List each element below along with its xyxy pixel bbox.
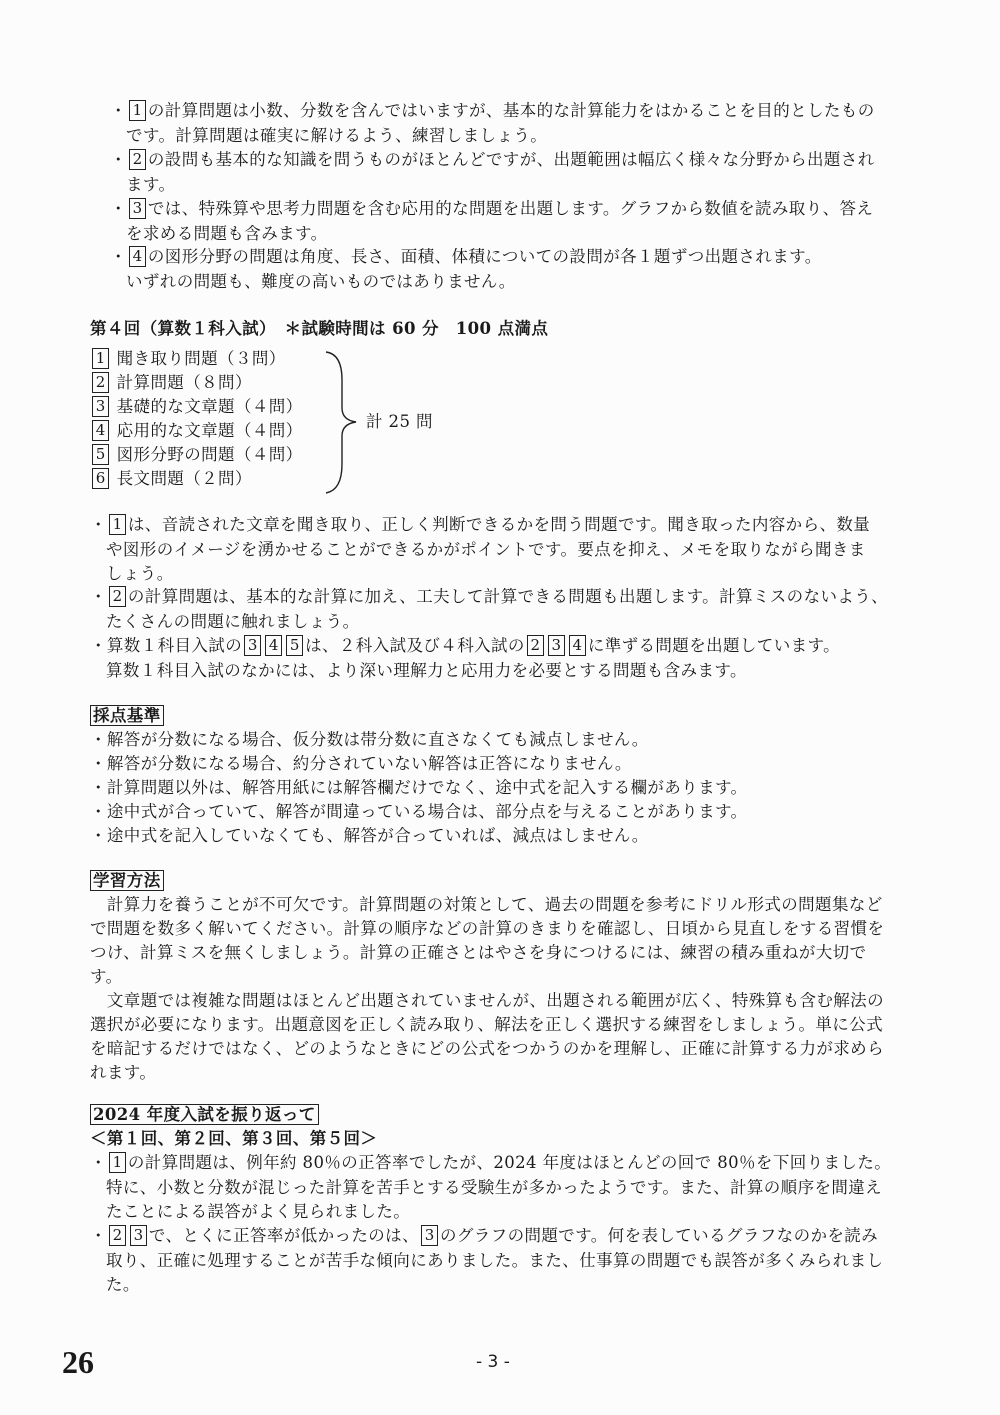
round4-note-2-cont: たくさんの問題に触れましょう。 xyxy=(106,612,360,631)
question-number-box: 1 xyxy=(109,514,126,535)
round4-note-3-cont: 算数１科目入試のなかには、より深い理解力と応用力を必要とする問題も含みます。 xyxy=(106,661,747,680)
scoring-item: ・計算問題以外は、解答用紙には解答欄だけでなく、途中式を記入する欄があります。 xyxy=(90,778,748,797)
scoring-item: ・解答が分数になる場合、約分されていない解答は正答になりません。 xyxy=(90,754,632,773)
scoring-item: ・解答が分数になる場合、仮分数は帯分数に直さなくても減点しません。 xyxy=(90,730,649,749)
round4-note-1-cont: しょう。 xyxy=(106,564,174,583)
page-number: - 3 - xyxy=(476,1352,510,1372)
question-number-box: 2 xyxy=(109,586,126,607)
review-note-2: ・ 2 3 で、とくに正答率が低かったのは、 3 のグラフの問題です。何を表しているグラフなのかを読み xyxy=(90,1226,879,1245)
round4-title: 第４回（算数１科入試） ＊試験時間は 60 分 100 点満点 xyxy=(90,319,549,338)
intro-bullet-2: ・ 2 の設問も基本的な知識を問うものがほとんどですが、出題範囲は幅広く様々な分野から出題され xyxy=(110,150,875,169)
round4-item: 3 基礎的な文章題（４問） xyxy=(90,395,303,419)
study-line: つけ、計算ミスを無くしましょう。計算の正確さとはやさを身につけるには、練習の積み重ねが大切で xyxy=(90,943,867,962)
review-heading: 2024 年度入試を振り返って xyxy=(90,1103,319,1127)
review-note-2-cont: た。 xyxy=(106,1275,140,1294)
round4-total: 計 25 問 xyxy=(366,412,433,431)
intro-bullet-3: ・ 3 では、特殊算や思考力問題を含む応用的な問題を出題します。グラフから数値を読み取り、答え xyxy=(110,199,874,218)
curly-brace-icon xyxy=(322,350,362,495)
round4-item: 1 聞き取り問題（３問） xyxy=(90,347,286,371)
study-line: 計算力を養うことが不可欠です。計算問題の対策として、過去の問題を参考にドリル形式の問題集など xyxy=(90,895,883,914)
round4-note-1-cont: や図形のイメージを湧かせることができるかがポイントです。要点を抑え、メモを取りながら聞きま xyxy=(106,540,866,559)
scoring-item: ・途中式を記入していなくても、解答が合っていれば、減点はしません。 xyxy=(90,826,649,845)
intro-bullet-4: ・ 4 の図形分野の問題は角度、長さ、面積、体積についての設問が各１題ずつ出題されます。 xyxy=(110,247,822,266)
review-note-2-cont: 取り、正確に処理することが苦手な傾向にありました。また、仕事算の問題でも誤答が多くみられまし xyxy=(106,1251,884,1270)
study-line: を暗記するだけではなく、どのようなときにどの公式をつかうのかを理解し、正確に計算する力が求めら xyxy=(90,1039,884,1058)
study-line: れます。 xyxy=(90,1063,157,1082)
study-line: す。 xyxy=(90,967,123,986)
scoring-heading: 採点基準 xyxy=(90,704,164,728)
review-note-1-cont: たことによる誤答がよく見られました。 xyxy=(106,1202,411,1221)
review-note-1: ・ 1 の計算問題は、例年約 80％の正答率でしたが、2024 年度はほとんどの回で 80％を下回りました。 xyxy=(90,1153,892,1172)
round4-item: 4 応用的な文章題（４問） xyxy=(90,419,303,443)
intro-bullet-1-cont: です。計算問題は確実に解けるよう、練習しましょう。 xyxy=(126,126,548,145)
round4-item: 2 計算問題（８問） xyxy=(90,371,252,395)
round4-note-2: ・ 2 の計算問題は、基本的な計算に加え、工夫して計算できる問題も出題します。計算ミスのないよう、 xyxy=(90,587,889,606)
intro-bullet-2-cont: ます。 xyxy=(126,175,176,194)
round4-note-1: ・ 1 は、音読された文章を聞き取り、正しく判断できるかを問う問題です。聞き取った内容から、数量 xyxy=(90,515,871,534)
intro-bullet-3-cont: を求める問題も含みます。 xyxy=(126,224,328,243)
round4-item: 6 長文問題（２問） xyxy=(90,467,252,491)
intro-bullet-4-cont: いずれの問題も、難度の高いものではありません。 xyxy=(126,272,516,291)
question-number-box: 1 xyxy=(109,1152,126,1173)
intro-bullet-1: ・ 1 の計算問題は小数、分数を含んではいますが、基本的な計算能力をはかることを目的としたもの xyxy=(110,101,875,120)
scoring-item: ・途中式が合っていて、解答が間違っている場合は、部分点を与えることがあります。 xyxy=(90,802,748,821)
question-number-box: 2 xyxy=(129,149,146,170)
study-heading: 学習方法 xyxy=(90,869,164,893)
study-line: 選択が必要になります。出題意図を正しく読み取り、解法を正しく選択する練習をしましょう。単に公式 xyxy=(90,1015,883,1034)
study-line: 文章題では複雑な問題はほとんど出題されていませんが、出題される範囲が広く、特殊算も含む解法の xyxy=(90,991,884,1010)
question-number-box: 3 xyxy=(129,198,146,219)
study-line: で問題を数多く解いてください。計算の順序などの計算のきまりを確認し、日頃から見直しをする習慣を xyxy=(90,919,885,938)
review-note-1-cont: 特に、小数と分数が混じった計算を苦手とする受験生が多かったようです。また、計算の順序を間違え xyxy=(106,1178,883,1197)
book-page-number: 26 xyxy=(62,1344,94,1380)
question-number-box: 4 xyxy=(129,246,146,267)
question-number-box: 1 xyxy=(129,100,146,121)
round4-item: 5 図形分野の問題（４問） xyxy=(90,443,303,467)
review-subheading: ＜第１回、第２回、第３回、第５回＞ xyxy=(90,1129,378,1148)
round4-note-3: ・算数１科目入試の 3 4 5 は、２科入試及び４科入試の 2 3 4 に準ずる問題を出題しています。 xyxy=(90,636,840,655)
